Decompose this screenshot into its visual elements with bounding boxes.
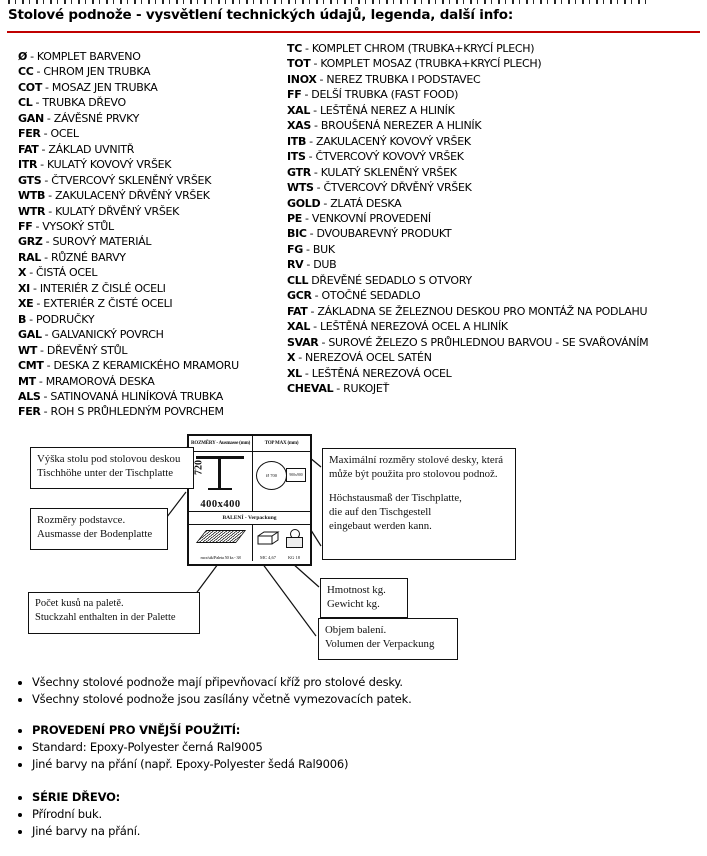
legend-right-column (287, 41, 648, 396)
legend-desc: - TRUBKA DŘEVO (35, 96, 126, 110)
legend-item (287, 335, 648, 350)
legend-item (287, 87, 648, 102)
legend-item (287, 257, 648, 272)
pedestal-line (218, 459, 221, 488)
callout-line: Výška stolu pod stolovou deskou (37, 453, 181, 465)
legend-code: B (18, 312, 27, 326)
legend-code: ITR (18, 158, 38, 172)
legend-item (287, 103, 648, 118)
legend-desc: - OTOČNÉ SEDADLO (314, 289, 421, 303)
legend-code: BIC (287, 227, 307, 241)
legend-code: RV (287, 258, 304, 272)
legend-desc: - RŮZNÉ BARVY (44, 250, 126, 264)
legend-desc: - BROUŠENÁ NEREZER A HLINÍK (314, 119, 482, 133)
legend-desc: - LEŠTĚNÁ NEREZOVÁ OCEL (304, 366, 452, 380)
legend-item (18, 327, 239, 342)
callout-line: Stuckzahl enthalten in der Palette (35, 612, 176, 623)
rozmery-header: ROZMĚRY - Ausmasse (mm) (189, 436, 253, 451)
general-notes-list (14, 674, 412, 708)
legend-desc: - LEŠTĚNÁ NEREZOVÁ OCEL A HLINÍK (313, 320, 508, 334)
legend-code: CMT (18, 359, 44, 373)
legend-code: COT (18, 80, 43, 94)
callout-line: eingebaut werden kann. (329, 520, 432, 532)
legend-item (18, 95, 239, 110)
top-max-figures (253, 452, 310, 511)
legend-item (287, 273, 648, 288)
legend-desc: - SUROVÝ MATERIÁL (45, 235, 152, 249)
legend-code: Ø (18, 50, 28, 63)
legend-desc: - KULATÝ SKLENĚNÝ VRŠEK (313, 165, 457, 179)
legend-item (18, 111, 239, 126)
legend-item (287, 118, 648, 133)
legend-code: XE (18, 297, 34, 311)
legend-item (18, 343, 239, 358)
legend-code: INOX (287, 72, 317, 86)
table-base-figure (189, 452, 253, 511)
callout-line: Höchstausmaß der Tischplatte, (329, 492, 462, 504)
wood-section-list (14, 789, 140, 840)
legend-desc: - VYSOKÝ STŮL (35, 219, 114, 233)
baleni-band: BALENÍ - Verpackung (189, 512, 310, 525)
callout-line: Objem balení. (325, 624, 387, 636)
legend-code: ITS (287, 150, 306, 164)
legend-item (287, 196, 648, 211)
legend-code: XL (287, 366, 302, 380)
legend-code: WTB (18, 189, 46, 203)
legend-desc: - KULATÝ DŘVĚNÝ VRŠEK (48, 204, 180, 218)
legend-desc: - PODRUČKY (29, 312, 95, 326)
legend-desc: - GALVANICKÝ POVRCH (44, 328, 164, 342)
legend-code: CC (18, 65, 34, 79)
legend-code: XAL (287, 103, 311, 117)
callout-pallet-count (28, 592, 200, 634)
legend-desc: - DŘEVĚNÝ STŮL (40, 343, 128, 357)
kg-caption: KG 18 (287, 555, 301, 560)
height-dimension: 720 (193, 460, 205, 475)
legend-code: FF (18, 219, 33, 233)
note-item: • Přírodní buk. (32, 806, 140, 823)
legend-desc: - ZÁVĚSNÉ PRVKY (46, 111, 140, 125)
legend-code: GAL (18, 328, 42, 342)
legend-code: FAT (287, 304, 308, 318)
top-max-header: TOP MAX (mm) (264, 441, 299, 446)
legend-code: GRZ (18, 235, 43, 249)
legend-desc: - KOMPLET MOSAZ (TRUBKA+KRYCÍ PLECH) (313, 57, 542, 71)
legend-item (18, 80, 239, 95)
legend-code: PE (287, 211, 302, 225)
note-item: • Jiné barvy na přání. (32, 823, 140, 840)
callout-line: Gewicht kg. (327, 598, 380, 610)
legend-code: CL (18, 96, 33, 110)
base-dimension: 400x400 (200, 499, 241, 510)
legend-code: TOT (287, 57, 311, 71)
legend-code: ALS (18, 389, 41, 403)
legend-desc: - NEREZOVÁ OCEL SATÉN (298, 351, 432, 365)
legend-item (287, 211, 648, 226)
callout-line: Počet kusů na paletě. (35, 598, 124, 609)
legend-item (287, 366, 648, 381)
note-item: • Všechny stolové podnože mají připevňovací kříž pro stolové desky. (32, 674, 412, 691)
legend-desc: DŘEVĚNÉ SEDADLO S OTVORY (311, 273, 472, 287)
legend-code: GTR (287, 165, 311, 179)
legend-code: TC (287, 42, 302, 55)
legend-desc: - CHROM JEN TRUBKA (36, 65, 151, 79)
legend-code: GOLD (287, 196, 321, 210)
legend-code: RAL (18, 250, 42, 264)
callout-top-max (322, 448, 516, 560)
packing-cell (253, 525, 310, 561)
spec-table-header (189, 436, 310, 452)
legend-desc: - LEŠTĚNÁ NEREZ A HLINÍK (313, 103, 455, 117)
legend-code: XAL (287, 320, 311, 334)
legend-item (18, 157, 239, 172)
legend-code: WTR (18, 204, 46, 218)
legend-item (18, 64, 239, 79)
callout-table-height (30, 447, 194, 489)
callout-volume (318, 618, 458, 660)
callout-weight (320, 578, 408, 618)
legend-code: SVAR (287, 335, 319, 349)
legend-item (18, 173, 239, 188)
legend-item (287, 242, 648, 257)
callout-line: Rozměry podstavce. (37, 514, 126, 526)
callout-line: Ausmasse der Bodenplatte (37, 528, 153, 540)
legend-item (287, 304, 648, 319)
callout-line: může být použita pro stolovou podnož. (329, 468, 498, 480)
legend-desc: - DVOUBAREVNÝ PRODUKT (309, 227, 452, 241)
legend-code: CLL (287, 273, 309, 287)
legend-item (18, 265, 239, 280)
legend-item (18, 204, 239, 219)
legend-code: X (18, 266, 27, 280)
legend-item (287, 319, 648, 334)
page-title: Stolové podnože - vysvětlení technických údajů, legenda, další info: (8, 7, 514, 23)
legend-item (287, 350, 648, 365)
legend-desc: - MOSAZ JEN TRUBKA (45, 80, 158, 94)
legend-desc: - ZÁKLAD UVNITŘ (41, 142, 135, 156)
legend-code: GTS (18, 173, 42, 187)
box-icon (256, 530, 282, 546)
legend-code: FER (18, 405, 41, 419)
weight-icon-body (286, 537, 303, 548)
callout-line: Volumen der Verpackung (325, 638, 435, 650)
outdoor-heading: • PROVEDENÍ PRO VNĚJŠÍ POUŽITÍ: (32, 722, 348, 739)
legend-code: FER (18, 127, 41, 141)
legend-code: WTS (287, 181, 314, 195)
legend-code: MT (18, 374, 36, 388)
legend-desc: - ČISTÁ OCEL (29, 266, 98, 280)
pallet-cell (189, 525, 253, 561)
title-rule-divider (7, 31, 700, 33)
legend-item (287, 226, 648, 241)
legend-code: ITB (287, 134, 307, 148)
legend-code: FF (287, 88, 302, 102)
legend-item (18, 142, 239, 157)
callout-line: Hmotnost kg. (327, 584, 386, 596)
note-item: • Jiné barvy na přání (např. Epoxy-Polyester šedá Ral9006) (32, 756, 348, 773)
legend-item (18, 250, 239, 265)
legend-item (18, 389, 239, 404)
outdoor-section-list (14, 722, 348, 773)
legend-desc: - ZAKULACENÝ KOVOVÝ VRŠEK (309, 134, 471, 148)
pallet-icon (196, 530, 246, 543)
legend-item (18, 281, 239, 296)
callout-base-size (30, 508, 168, 550)
legend-item (287, 165, 648, 180)
legend-item (287, 288, 648, 303)
cropped-text-remnants (8, 0, 648, 4)
legend-desc: - SUROVÉ ŽELEZO S PRŮHLEDNOU BARVOU - SE SVAŘOVÁNÍM (321, 335, 649, 349)
legend-code: FG (287, 242, 303, 256)
legend-desc: - ROH S PRŮHLEDNÝM POVRCHEM (43, 405, 224, 419)
legend-desc: - KOMPLET CHROM (TRUBKA+KRYCÍ PLECH) (304, 42, 535, 55)
legend-item (287, 149, 648, 164)
legend-desc: - NEREZ TRUBKA I PODSTAVEC (319, 72, 481, 86)
legend-code: XAS (287, 119, 312, 133)
legend-desc: - MRAMOROVÁ DESKA (38, 374, 155, 388)
legend-code: XI (18, 281, 30, 295)
callout-line: die auf den Tischgestell (329, 506, 432, 518)
pallet-caption: mcs/stk/Paleta 50 ks - 38 (200, 555, 241, 560)
note-item: • Standard: Epoxy-Polyester černá Ral9005 (32, 739, 348, 756)
square-top-icon: 900x900 (286, 468, 306, 482)
legend-desc: - RUKOJEŤ (336, 381, 389, 395)
callout-line: Maximální rozměry stolové desky, která (329, 454, 504, 466)
legend-item (18, 374, 239, 389)
legend-item (287, 72, 648, 87)
legend-desc: - ZAKULACENÝ DŘVĚNÝ VRŠEK (48, 189, 210, 203)
legend-item (287, 180, 648, 195)
note-item: • Všechny stolové podnože jsou zasílány včetně vymezovacích patek. (32, 691, 412, 708)
legend-desc: - BUK (305, 242, 335, 256)
legend-item (18, 404, 239, 419)
legend-item (287, 41, 648, 56)
legend-code: X (287, 351, 296, 365)
legend-desc: - ČTVERCOVÝ DŘVĚNÝ VRŠEK (316, 181, 472, 195)
legend-desc: - ZLATÁ DESKA (323, 196, 402, 210)
legend-item (287, 381, 648, 396)
legend-desc: - ZÁKLADNA SE ŽELEZNOU DESKOU PRO MONTÁŽ NA PODLAHU (310, 304, 648, 318)
legend-item (18, 312, 239, 327)
legend-left-column (18, 49, 239, 420)
legend-desc: - KULATÝ KOVOVÝ VRŠEK (40, 158, 172, 172)
legend-item (287, 134, 648, 149)
legend-item (18, 126, 239, 141)
legend-desc: - DELŠÍ TRUBKA (FAST FOOD) (304, 88, 459, 102)
legend-item (18, 188, 239, 203)
legend-desc: - EXTERIÉR Z ČISTÉ OCELI (36, 297, 173, 311)
legend-code: FAT (18, 142, 39, 156)
legend-desc: - VENKOVNÍ PROVEDENÍ (304, 211, 431, 225)
legend-desc: - SATINOVANÁ HLINÍKOVÁ TRUBKA (43, 389, 223, 403)
legend-desc: - DUB (306, 258, 337, 272)
legend-code: GCR (287, 289, 312, 303)
callout-line: Tischhöhe unter der Tischplatte (37, 467, 174, 479)
legend-item (18, 234, 239, 249)
wood-heading: • SÉRIE DŘEVO: (32, 789, 140, 806)
legend-item (18, 296, 239, 311)
legend-item (18, 49, 239, 64)
legend-item (18, 358, 239, 373)
legend-desc: - KOMPLET BARVENO (30, 50, 141, 63)
legend-desc: - ČTVERCOVÝ KOVOVÝ VRŠEK (308, 150, 464, 164)
round-top-icon: Ø 700 (256, 461, 287, 490)
legend-desc: - INTERIÉR Z ČISLÉ OCELI (32, 281, 166, 295)
legend-desc: - ČTVERCOVÝ SKLENĚNÝ VRŠEK (44, 173, 212, 187)
technical-diagram (0, 430, 707, 670)
legend-item (287, 56, 648, 71)
base-line (208, 488, 232, 490)
legend-item (18, 219, 239, 234)
legend-code: CHEVAL (287, 381, 334, 395)
legend-code: GAN (18, 111, 44, 125)
legend-code: WT (18, 343, 38, 357)
volume-caption: MC 4,67 (259, 555, 276, 560)
spec-table (187, 434, 312, 566)
legend-desc: - DESKA Z KERAMICKÉHO MRAMORU (46, 359, 239, 373)
legend-desc: - OCEL (43, 127, 79, 141)
